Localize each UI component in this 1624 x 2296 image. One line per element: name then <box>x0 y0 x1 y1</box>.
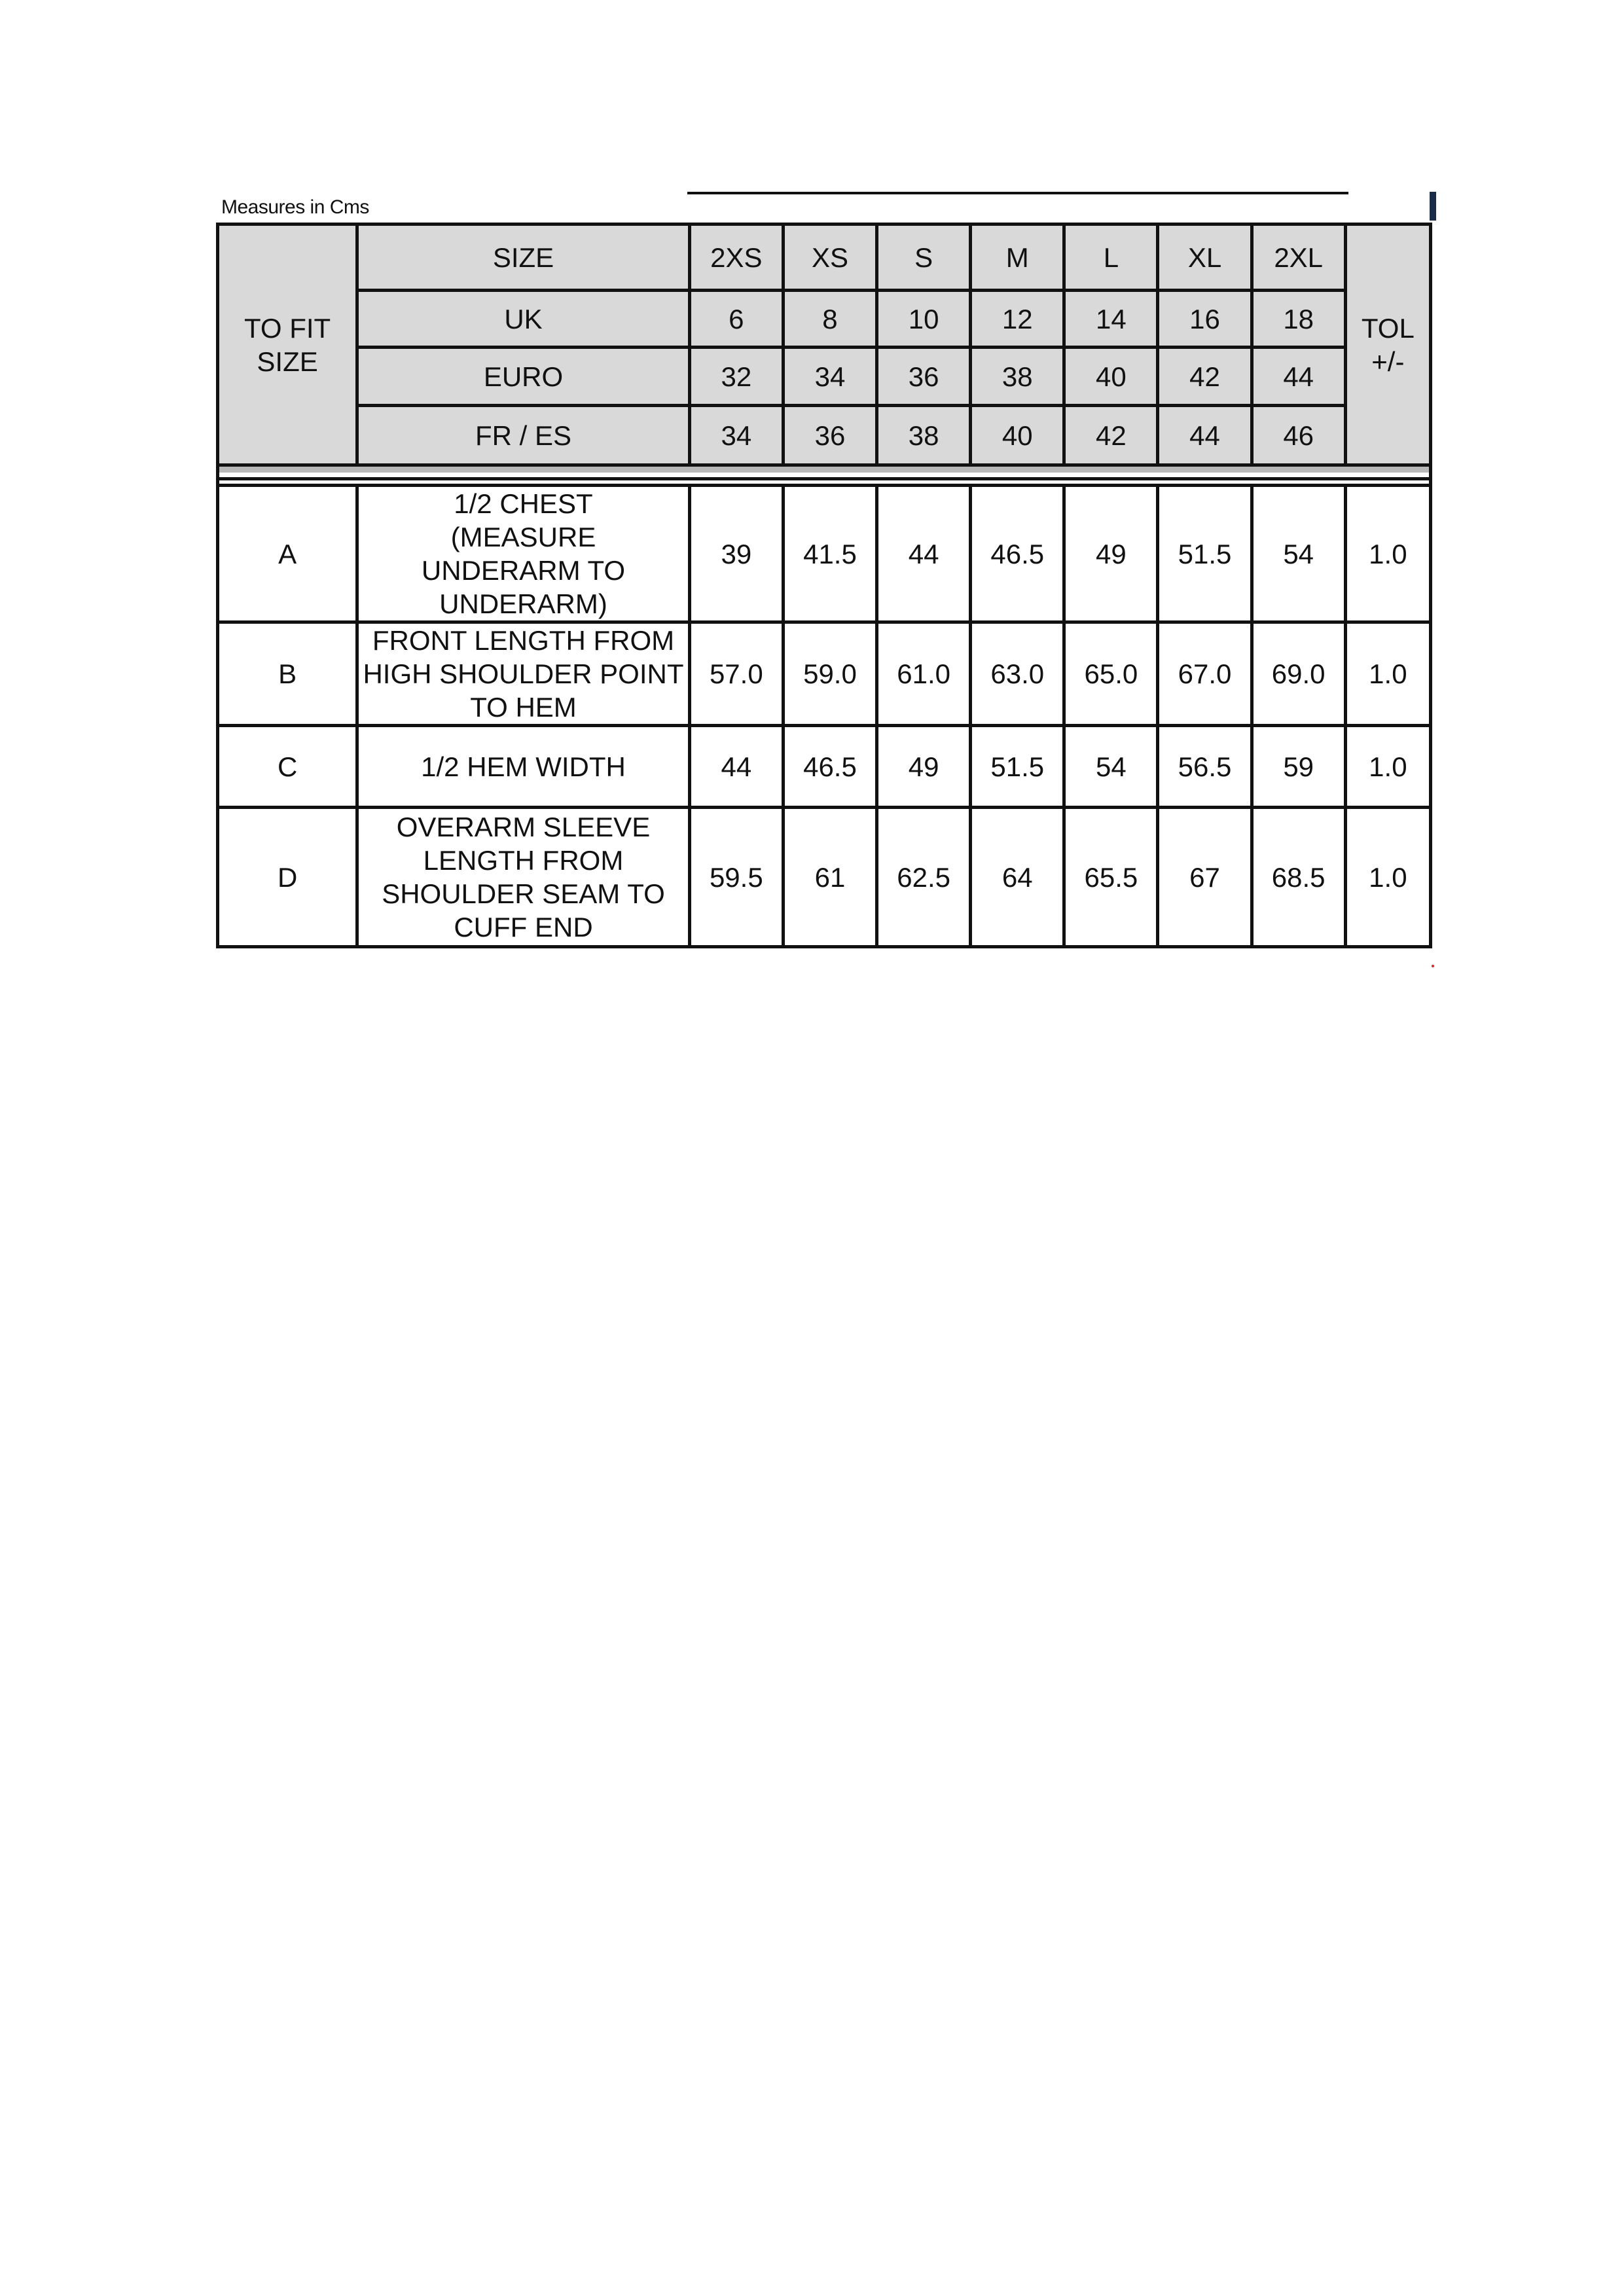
measurement-value: 44 <box>877 486 971 622</box>
measurement-value: 54 <box>1064 726 1158 808</box>
header-row-size <box>218 224 1431 291</box>
tolerance-value: 1.0 <box>1345 726 1430 808</box>
measurement-code: D <box>218 808 357 947</box>
size-cell: 42 <box>1158 348 1252 406</box>
size-cell: 34 <box>783 348 876 406</box>
size-cell: XS <box>783 224 876 291</box>
measurement-value: 49 <box>1064 486 1158 622</box>
measurement-value: 64 <box>971 808 1064 947</box>
size-cell: L <box>1064 224 1158 291</box>
measurement-value: 59 <box>1252 726 1345 808</box>
measurement-row-b <box>218 622 1431 726</box>
size-cell: 44 <box>1252 348 1345 406</box>
size-cell: 36 <box>783 406 876 465</box>
measurement-description: 1/2 CHEST (MEASURE UNDERARM TO UNDERARM) <box>357 486 690 622</box>
measurement-code: C <box>218 726 357 808</box>
tolerance-value: 1.0 <box>1345 808 1430 947</box>
size-cell: 42 <box>1064 406 1158 465</box>
measurement-value: 59.0 <box>783 622 876 726</box>
measurement-description: 1/2 HEM WIDTH <box>357 726 690 808</box>
measurement-row-c <box>218 726 1431 808</box>
measurement-value: 49 <box>877 726 971 808</box>
measurement-value: 62.5 <box>877 808 971 947</box>
tolerance-value: 1.0 <box>1345 622 1430 726</box>
size-cell: 40 <box>1064 348 1158 406</box>
measurement-value: 69.0 <box>1252 622 1345 726</box>
header-row-label: EURO <box>357 348 690 406</box>
header-separator <box>218 465 1431 486</box>
size-cell: 6 <box>689 291 783 348</box>
measurement-code: B <box>218 622 357 726</box>
measurement-value: 44 <box>689 726 783 808</box>
measurement-value: 41.5 <box>783 486 876 622</box>
size-cell: 46 <box>1252 406 1345 465</box>
size-cell: 32 <box>689 348 783 406</box>
header-row-euro <box>218 348 1431 406</box>
size-cell: 10 <box>877 291 971 348</box>
stray-mark <box>1432 965 1434 967</box>
measurement-value: 46.5 <box>783 726 876 808</box>
measurement-value: 51.5 <box>1158 486 1252 622</box>
tolerance-label: TOL +/- <box>1345 224 1430 465</box>
size-cell: 16 <box>1158 291 1252 348</box>
size-chart-table <box>216 223 1432 948</box>
measurement-description: OVERARM SLEEVE LENGTH FROM SHOULDER SEAM TO CUFF END <box>357 808 690 947</box>
measurement-value: 67 <box>1158 808 1252 947</box>
measurement-value: 65.5 <box>1064 808 1158 947</box>
size-cell: 34 <box>689 406 783 465</box>
measurement-value: 68.5 <box>1252 808 1345 947</box>
measurement-value: 61 <box>783 808 876 947</box>
size-cell: 44 <box>1158 406 1252 465</box>
measurement-value: 61.0 <box>877 622 971 726</box>
tolerance-value: 1.0 <box>1345 486 1430 622</box>
header-row-label: SIZE <box>357 224 690 291</box>
size-cell: 12 <box>971 291 1064 348</box>
size-cell: 18 <box>1252 291 1345 348</box>
measurement-code: A <box>218 486 357 622</box>
size-cell: XL <box>1158 224 1252 291</box>
measurement-value: 57.0 <box>689 622 783 726</box>
measurement-value: 56.5 <box>1158 726 1252 808</box>
to-fit-size-label: TO FIT SIZE <box>218 224 357 465</box>
edge-mark <box>1430 192 1436 221</box>
separator-fill <box>219 467 1429 473</box>
measurement-value: 54 <box>1252 486 1345 622</box>
size-cell: 2XS <box>689 224 783 291</box>
size-cell: 40 <box>971 406 1064 465</box>
size-cell: 38 <box>971 348 1064 406</box>
size-cell: 36 <box>877 348 971 406</box>
measurement-description: FRONT LENGTH FROM HIGH SHOULDER POINT TO HEM <box>357 622 690 726</box>
header-row-uk <box>218 291 1431 348</box>
measurement-row-a <box>218 486 1431 622</box>
size-cell: 2XL <box>1252 224 1345 291</box>
measurement-row-d <box>218 808 1431 947</box>
size-cell: S <box>877 224 971 291</box>
measures-caption: Measures in Cms <box>221 196 369 218</box>
measurement-value: 59.5 <box>689 808 783 947</box>
header-row-label: UK <box>357 291 690 348</box>
size-cell: 8 <box>783 291 876 348</box>
measurement-value: 46.5 <box>971 486 1064 622</box>
top-rule <box>687 192 1348 194</box>
header-row-label: FR / ES <box>357 406 690 465</box>
size-cell: 38 <box>877 406 971 465</box>
measurement-value: 39 <box>689 486 783 622</box>
size-cell: 14 <box>1064 291 1158 348</box>
separator-band <box>218 465 1431 486</box>
measurement-value: 67.0 <box>1158 622 1252 726</box>
header-row-fr-es <box>218 406 1431 465</box>
measurement-value: 63.0 <box>971 622 1064 726</box>
measurement-value: 51.5 <box>971 726 1064 808</box>
measurement-value: 65.0 <box>1064 622 1158 726</box>
size-cell: M <box>971 224 1064 291</box>
separator-line <box>219 477 1429 480</box>
